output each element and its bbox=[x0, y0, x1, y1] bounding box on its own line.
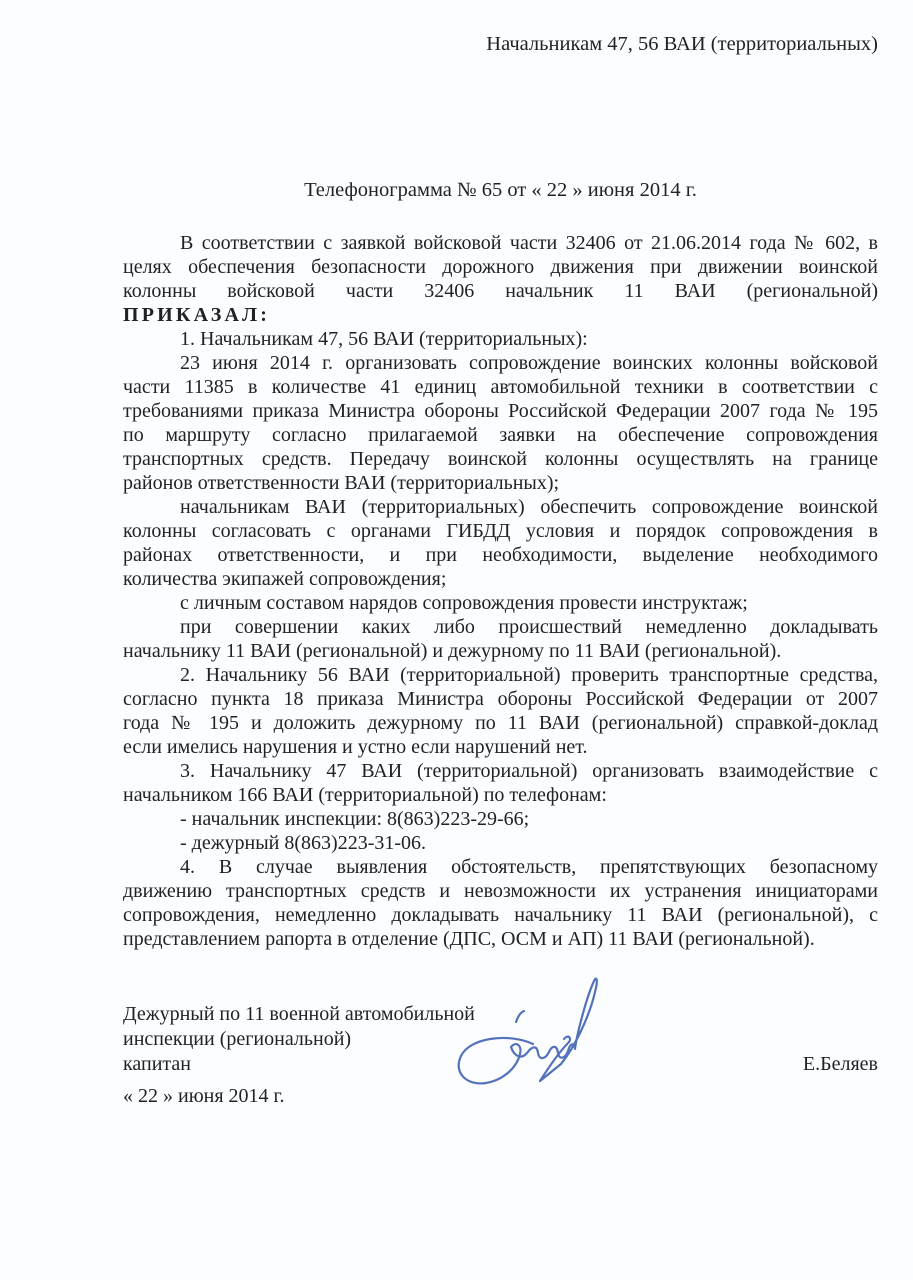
escort-line: требованиями приказа Министра обороны Российской Федерации 2007 года № 195 bbox=[123, 400, 878, 422]
item3-line: начальником 166 ВАИ (территориальной) по телефонам: bbox=[123, 784, 607, 806]
order-word: ПРИКАЗАЛ: bbox=[123, 304, 271, 326]
escort-line: по маршруту согласно прилагаемой заявки на обеспечение сопровождения bbox=[123, 424, 878, 446]
signature-tick-stroke bbox=[516, 1011, 524, 1022]
escort-line: транспортных средств. Передачу воинской колонны осуществлять на границе bbox=[123, 448, 878, 470]
escort-line: районов ответственности ВАИ (территориальных); bbox=[123, 472, 560, 494]
escort-line: части 11385 в количестве 41 единиц автомобильной техники в соответствии с bbox=[123, 376, 878, 398]
item4-line: 4. В случае выявления обстоятельств, препятствующих безопасному bbox=[180, 856, 878, 878]
signature-main-stroke bbox=[459, 979, 597, 1084]
item2-line: согласно пункта 18 приказа Министра обороны Российской Федерации от 2007 bbox=[123, 688, 878, 710]
signatory-position-line-1: Дежурный по 11 военной автомобильной bbox=[123, 1003, 475, 1025]
incidents-line: при совершении каких либо происшествий немедленно докладывать bbox=[180, 616, 878, 638]
item3-line: 3. Начальнику 47 ВАИ (территориальной) организовать взаимодействие с bbox=[180, 760, 878, 782]
signatory-name: Е.Беляев bbox=[802, 1053, 878, 1075]
coordination-line: начальникам ВАИ (территориальных) обеспечить сопровождение воинской bbox=[180, 496, 878, 518]
signature-date: « 22 » июня 2014 г. bbox=[123, 1085, 285, 1107]
item4-line: движению транспортных средств и невозможности их устранения инициаторами bbox=[123, 880, 878, 902]
briefing-line: с личным составом нарядов сопровождения провести инструктаж; bbox=[180, 592, 748, 614]
intro-line: целях обеспечения безопасности дорожного движения при движении воинской bbox=[123, 256, 878, 278]
handwritten-signature-ink bbox=[440, 952, 660, 1112]
item2-line: если имелись нарушения и устно если нарушений нет. bbox=[123, 736, 588, 758]
item2-line: года № 195 и доложить дежурному по 11 ВАИ (региональной) справкой-доклад bbox=[123, 712, 878, 734]
document-body bbox=[123, 231, 878, 951]
coordination-line: количества экипажей сопровождения; bbox=[123, 568, 447, 590]
item4-line: представлением рапорта в отделение (ДПС, ОСМ и АП) 11 ВАИ (региональной). bbox=[123, 928, 815, 950]
document-title: Телефонограмма № 65 от « 22 » июня 2014 г. bbox=[304, 179, 697, 201]
intro-line: В соответствии с заявкой войсковой части 32406 от 21.06.2014 года № 602, в bbox=[180, 232, 878, 254]
item4-line: сопровождения, немедленно докладывать начальнику 11 ВАИ (региональной), с bbox=[123, 904, 878, 926]
coordination-line: колонны согласовать с органами ГИБДД условия и порядок сопровождения в bbox=[123, 520, 878, 542]
phone-duty-line: - дежурный 8(863)223-31-06. bbox=[180, 832, 427, 854]
escort-line: 23 июня 2014 г. организовать сопровождение воинских колонны войсковой bbox=[180, 352, 878, 374]
signatory-position-line-2: инспекции (региональной) bbox=[123, 1028, 352, 1050]
item2-line: 2. Начальнику 56 ВАИ (территориальной) проверить транспортные средства, bbox=[180, 664, 878, 686]
item1-heading: 1. Начальникам 47, 56 ВАИ (территориальных): bbox=[180, 328, 588, 350]
addressee-line: Начальникам 47, 56 ВАИ (территориальных) bbox=[486, 33, 878, 55]
coordination-line: районах ответственности, и при необходимости, выделение необходимого bbox=[123, 544, 878, 566]
intro-line: колонны войсковой части 32406 начальник 11 ВАИ (региональной) bbox=[123, 280, 878, 302]
phone-chief-line: - начальник инспекции: 8(863)223-29-66; bbox=[180, 808, 530, 830]
signatory-rank: капитан bbox=[123, 1053, 191, 1075]
incidents-line: начальнику 11 ВАИ (региональной) и дежурному по 11 ВАИ (региональной). bbox=[123, 640, 782, 662]
